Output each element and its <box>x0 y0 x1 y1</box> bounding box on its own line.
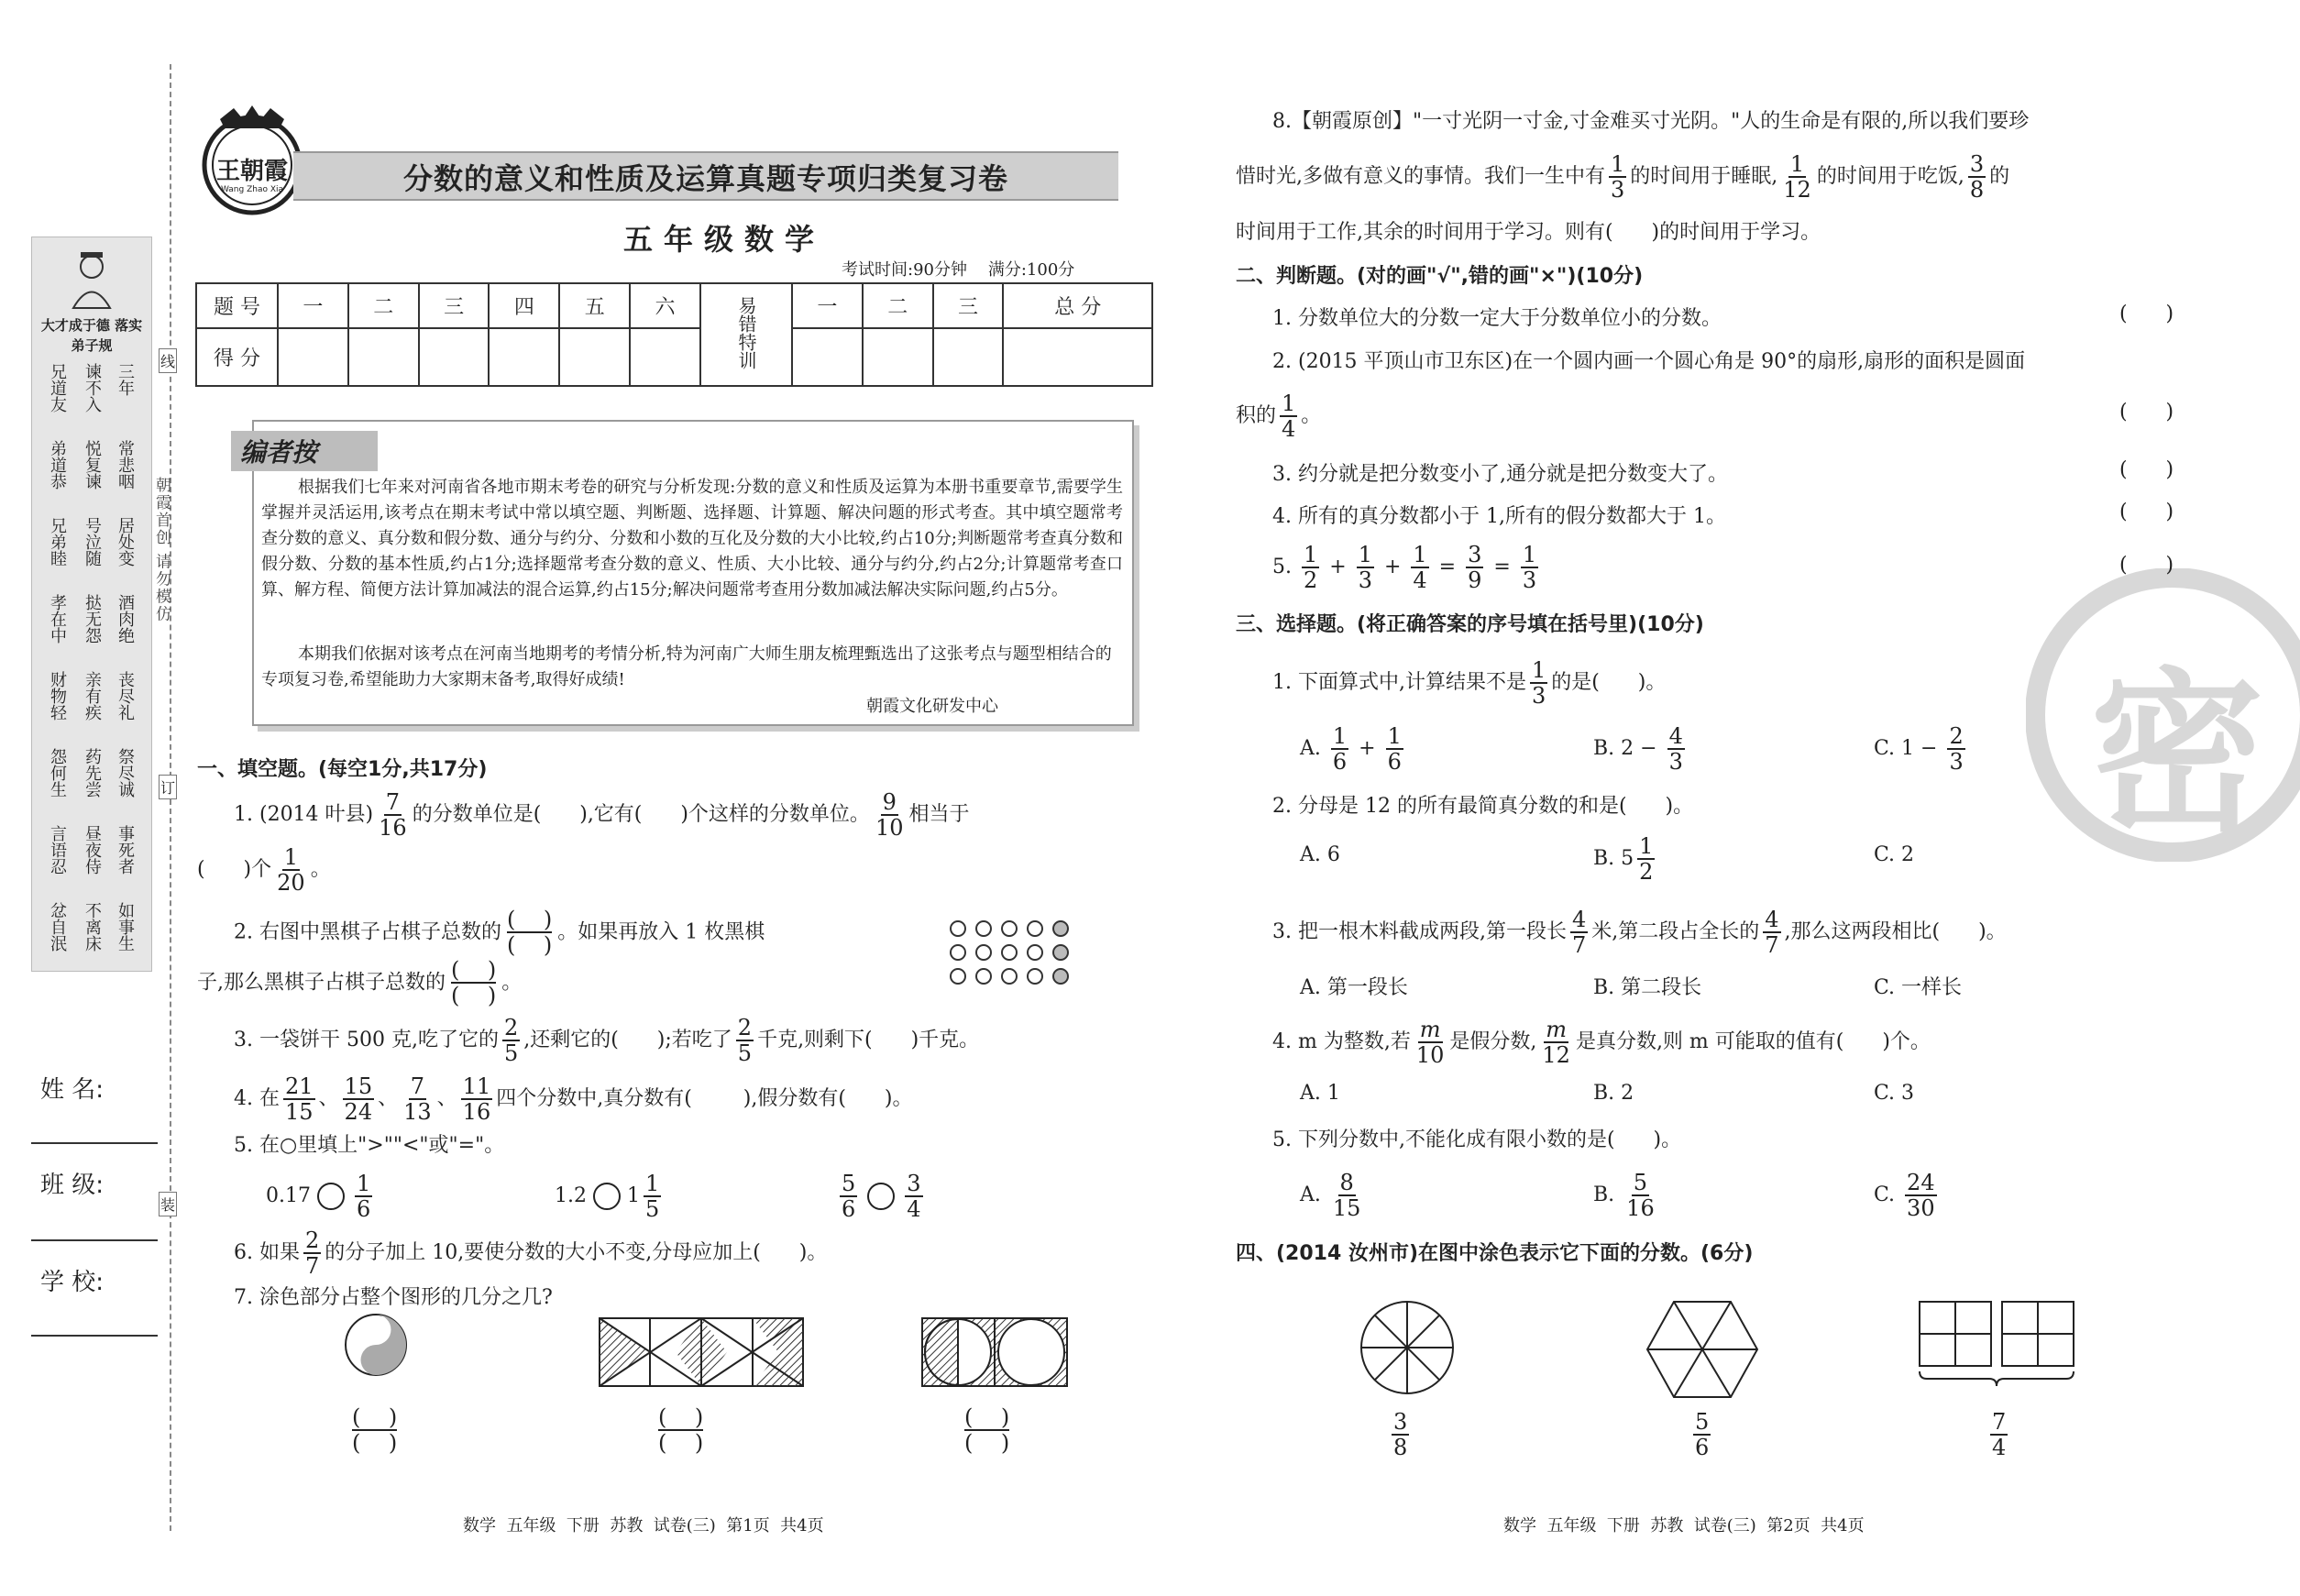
watermark-seal <box>2026 568 2300 862</box>
question-5: 5. 在○里填上">""<"或"="。 <box>234 1134 505 1157</box>
q1-part-e: 。 <box>310 858 331 881</box>
q7-answer-2[interactable]: ( ) ( ) <box>658 1404 704 1457</box>
score-table <box>195 282 1153 387</box>
choice-2-option-a[interactable]: A. 6 <box>1300 843 1340 866</box>
chess-pieces-figure <box>949 919 1095 989</box>
side-motto: 大才成于德 落实弟子规 <box>40 317 143 354</box>
q1-part-b: 的分数单位是( ),它有( )个这样的分数单位。 <box>412 803 870 826</box>
score-head-2: 二 <box>348 283 419 328</box>
q2-part-b: 。如果再放入 1 枚黑棋 <box>557 920 765 944</box>
question-7: 7. 涂色部分占整个图形的几分之几? <box>234 1286 553 1309</box>
circles-rectangle-figure <box>921 1317 1068 1391</box>
blank-fraction[interactable]: $\frac{( )}{( )}$ <box>506 907 553 959</box>
subject-title: 五年级数学 <box>623 222 826 257</box>
score-head-6: 六 <box>630 283 700 328</box>
frac-2-7: $\frac{2}{7}$ <box>304 1227 320 1279</box>
score-head-3: 三 <box>419 283 490 328</box>
frac-1-5: $\frac{1}{5}$ <box>645 1171 660 1222</box>
score-cell[interactable] <box>630 328 700 386</box>
score-head-4: 四 <box>489 283 559 328</box>
editor-note-p2: 本期我们依据对该考点在河南当地期考的考情分析,特为河南广大师生朋友梳理甄选出了这张考点与题型相结合的专项复习卷,希望能助力大家期末备考,取得好成绩! <box>261 644 1112 689</box>
side-classic-column: 亲有疾 <box>83 671 102 721</box>
q4-part-b: 四个分数中,真分数有( ),假分数有( )。 <box>496 1087 913 1110</box>
judge-3: 3. 约分就是把分数变小了,通分就是把分数变大了。 <box>1272 463 1728 486</box>
exam-meta: 考试时间:90分钟 满分:100分 <box>842 260 1075 280</box>
q3-part-a: 3. 一袋饼干 500 克,吃了它的 <box>234 1029 499 1051</box>
frac-7-13: $\frac{7}{13}$ <box>403 1073 432 1125</box>
sidebar-motto-panel <box>31 237 152 972</box>
frac-11-16: $\frac{11}{16}$ <box>462 1073 491 1125</box>
question-1 <box>234 790 970 840</box>
judge-4: 4. 所有的真分数都小于 1,所有的假分数都大于 1。 <box>1272 505 1726 528</box>
question-8-line3: 时间用于工作,其余的时间用于学习。则有( )的时间用于学习。 <box>1236 221 1821 244</box>
yin-yang-figure <box>344 1313 408 1381</box>
hexagon-sixths-figure[interactable] <box>1645 1300 1759 1403</box>
score-cell[interactable] <box>792 328 863 386</box>
side-classic-column: 财物轻 <box>48 671 67 721</box>
choice-3-option-a[interactable]: A. 第一段长 <box>1300 976 1408 999</box>
q2-part-d: 。 <box>501 971 523 995</box>
question-2-cont <box>197 958 522 1008</box>
left-footer: 数学 五年级 下册 苏教 试卷(三) 第1页 共4页 <box>463 1516 824 1535</box>
choice-4: 4. m 为整数,若 $\frac{m}{10}$ 是假分数, $\frac{m}{12}$ 是真分数,则 m 可能取的值有( )个。 <box>1272 1017 1931 1068</box>
side-vertical-note: 朝霞首创 请勿模仿 <box>152 477 171 623</box>
side-classic-column: 言语忍 <box>48 825 67 875</box>
score-cell[interactable] <box>863 328 933 386</box>
judge-2: 2. (2015 平顶山市卫东区)在一个圆内画一个圆心角是 90°的扇形,扇形的面积是圆面 <box>1272 350 2026 373</box>
judge-3-answer[interactable]: ( ) <box>2119 458 2174 481</box>
score-cell[interactable] <box>419 328 490 386</box>
question-1-cont <box>197 845 331 895</box>
side-classic-column: 号泣随 <box>83 517 102 567</box>
choice-4-option-a[interactable]: A. 1 <box>1300 1082 1340 1105</box>
side-classic-column: 昼夜侍 <box>83 825 102 875</box>
q2-part-c: 子,那么黑棋子占棋子总数的 <box>197 971 446 995</box>
q7-answer-1[interactable]: ( ) ( ) <box>352 1404 398 1457</box>
class-input-line[interactable] <box>31 1239 158 1241</box>
question-6: 6. 如果 $\frac{2}{7}$ 的分子加上 10,要使分数的大小不变,分母应加上( )。 <box>234 1227 828 1279</box>
frac-5-6: $\frac{5}{6}$ <box>1695 1409 1710 1460</box>
frac-m-10: $\frac{m}{10}$ <box>1415 1017 1445 1068</box>
side-classic-column: 三年 <box>116 363 135 396</box>
score-cell[interactable] <box>348 328 419 386</box>
frac-1-2: $\frac{1}{2}$ <box>1304 542 1318 593</box>
frac-3-8: $\frac{3}{8}$ <box>1969 151 1985 203</box>
compare-circle[interactable] <box>593 1183 621 1210</box>
score-head-5: 五 <box>559 283 630 328</box>
frac-9-10: $\frac{9}{10}$ <box>875 789 904 841</box>
judge-5-answer[interactable]: ( ) <box>2119 554 2174 577</box>
side-classic-column: 酒肉绝 <box>116 594 135 644</box>
name-label: 姓 名: <box>40 1076 105 1104</box>
judge-4-answer[interactable]: ( ) <box>2119 501 2174 523</box>
frac-1-3: $\frac{1}{3}$ <box>1358 542 1372 593</box>
circle-eighths-figure[interactable] <box>1359 1300 1455 1399</box>
frac-4-3: $\frac{4}{3}$ <box>1668 723 1683 775</box>
side-classic-text <box>39 361 148 957</box>
choice-2-option-b[interactable]: B. 5 $\frac{1}{2}$ <box>1593 833 1654 885</box>
q5-item-3 <box>836 1172 927 1221</box>
scholar-icon <box>64 248 119 313</box>
question-2 <box>234 908 765 958</box>
editor-note-sign: 朝霞文化研发中心 <box>866 697 998 716</box>
choice-5-option-a[interactable]: A. $\frac{8}{15}$ <box>1300 1170 1361 1221</box>
side-classic-column: 如事生 <box>116 902 135 952</box>
frac-7-16: $\frac{7}{16}$ <box>379 789 407 841</box>
compare-circle[interactable] <box>867 1183 895 1210</box>
score-cell[interactable] <box>1003 328 1152 386</box>
school-label: 学 校: <box>40 1269 105 1296</box>
section-1-title: 一、填空题。(每空1分,共17分) <box>197 758 488 781</box>
score-cell[interactable] <box>559 328 630 386</box>
score-head-7-text: 易错特训 <box>734 295 757 369</box>
frac-3-9: $\frac{3}{9}$ <box>1468 542 1482 593</box>
seal-char-3: 装 <box>159 1192 177 1216</box>
side-classic-column: 兄道友 <box>48 363 67 413</box>
judge-1: 1. 分数单位大的分数一定大于分数单位小的分数。 <box>1272 307 1722 330</box>
section-4-title: 四、(2014 汝州市)在图中涂色表示它下面的分数。(6分) <box>1236 1242 1754 1265</box>
score-head-8: 一 <box>792 283 863 328</box>
frac-1-4: $\frac{1}{4}$ <box>1413 542 1427 593</box>
side-classic-column: 忿自泯 <box>48 902 67 952</box>
triangles-rectangle-figure <box>599 1317 804 1391</box>
frac-24-30: $\frac{24}{30}$ <box>1907 1170 1935 1221</box>
score-head-9: 二 <box>863 283 933 328</box>
frac-1-6: $\frac{1}{6}$ <box>1387 723 1402 775</box>
frac-1-6: $\frac{1}{6}$ <box>1332 723 1348 775</box>
choice-5-option-c[interactable]: C. $\frac{24}{30}$ <box>1874 1170 1935 1221</box>
section-3-title: 三、选择题。(将正确答案的序号填在括号里)(10分) <box>1236 613 1704 636</box>
choice-4-option-b[interactable]: B. 2 <box>1593 1082 1634 1105</box>
score-cell[interactable] <box>933 328 1004 386</box>
q5-item-1: 0.17 $\frac{1}{6}$ <box>266 1171 371 1222</box>
q4-part-a: 4. 在 <box>234 1087 280 1110</box>
logo-text: 王朝霞 <box>215 158 288 185</box>
side-classic-column: 药先尝 <box>83 748 102 798</box>
frac-7-4: $\frac{7}{4}$ <box>1992 1409 2007 1460</box>
choice-3-option-c[interactable]: C. 一样长 <box>1874 976 1963 999</box>
side-classic-column: 孝在中 <box>48 594 67 644</box>
question-3 <box>234 1016 979 1065</box>
frac-2-3: $\frac{2}{3}$ <box>1949 723 1964 775</box>
score-head-11: 总 分 <box>1003 283 1152 328</box>
score-row-label: 得 分 <box>196 328 278 386</box>
logo-subtext: Wang Zhao Xia <box>220 185 284 194</box>
choice-2: 2. 分母是 12 的所有最简真分数的和是( )。 <box>1272 795 1694 818</box>
side-classic-column: 弟道恭 <box>48 440 67 490</box>
side-classic-column: 挞无怨 <box>83 594 102 644</box>
side-classic-column: 怨何生 <box>48 748 67 798</box>
frac-3-8: $\frac{3}{8}$ <box>1393 1409 1408 1460</box>
two-squares-quarters-figure[interactable] <box>1916 1300 2081 1395</box>
frac-3-4: $\frac{3}{4}$ <box>907 1171 921 1222</box>
seal-char-2: 订 <box>159 775 177 799</box>
choice-3-option-b[interactable]: B. 第二段长 <box>1593 976 1702 999</box>
watermark-text: 密 <box>2090 653 2265 855</box>
choice-2-option-c[interactable]: C. 2 <box>1874 843 1915 866</box>
name-input-line[interactable] <box>31 1142 158 1144</box>
side-classic-column: 祭尽诚 <box>116 748 135 798</box>
frac-4-7: $\frac{4}{7}$ <box>1765 907 1779 958</box>
q1-part-c: 相当于 <box>908 803 970 826</box>
choice-1-option-a[interactable]: A. $\frac{1}{6}$ + $\frac{1}{6}$ <box>1300 723 1402 775</box>
frac-1-12: $\frac{1}{12}$ <box>1783 151 1811 203</box>
q2-part-a: 2. 右图中黑棋子占棋子总数的 <box>234 920 501 944</box>
side-classic-column: 兄弟睦 <box>48 517 67 567</box>
frac-1-3: $\frac{1}{3}$ <box>1522 542 1537 593</box>
frac-m-12: $\frac{m}{12}$ <box>1542 1017 1570 1068</box>
frac-2-5: $\frac{2}{5}$ <box>737 1015 753 1066</box>
frac-1-3: $\frac{1}{3}$ <box>1531 657 1546 709</box>
side-classic-column: 事死者 <box>116 825 135 875</box>
score-head-0: 题 号 <box>196 283 278 328</box>
frac-1-3: $\frac{1}{3}$ <box>1611 151 1625 203</box>
score-cell[interactable] <box>489 328 559 386</box>
side-classic-column: 不离床 <box>83 902 102 952</box>
side-classic-column: 谏不入 <box>83 363 102 413</box>
score-cell[interactable] <box>278 328 348 386</box>
frac-5-16: $\frac{5}{16}$ <box>1626 1170 1655 1221</box>
score-head-7 <box>700 283 792 386</box>
q3-part-c: 千克,则剩下( )千克。 <box>757 1029 980 1051</box>
choice-3: 3. 把一根木料截成两段,第一段长 $\frac{4}{7}$ 米,第二段占全长的 $\frac{4}{7}$ ,那么这两段相比( )。 <box>1272 907 2007 958</box>
banner-title: 分数的意义和性质及运算真题专项归类复习卷 <box>403 161 1009 196</box>
side-classic-column: 居处变 <box>116 517 135 567</box>
frac-8-15: $\frac{8}{15}$ <box>1332 1170 1361 1221</box>
frac-1-20: $\frac{1}{20}$ <box>277 844 305 896</box>
q3-part-b: ,还剩它的( );若吃了 <box>523 1029 732 1051</box>
editor-note-heading: 编者按 <box>231 431 378 471</box>
editor-note-p1: 根据我们七年来对河南省各地市期末考卷的研究与分析发现:分数的意义和性质及运算为本册书重要章节,需要学生掌握并灵活运用,该考点在期末考试中常以填空题、判断题、选择题、计算题、解决问题的形式考查。其中填空题常考查分数的意义、真分数和假分数、通分与约分、分数和小数的互化及分数的大小比较,约占10分;判断题常考查真分数和假分数、分数的基本性质,约占1分;选择题常考查分数的意义、性质、大小比较、通分与约分,约占2分;计算题常考查口算、解方程、简便方法计算加减法的混合运算,约占15分;解决问题常考查用分数加减法解决实际问题,约占5分。 <box>261 478 1123 600</box>
class-label: 班 级: <box>40 1172 105 1199</box>
section-2-title: 二、判断题。(对的画"√",错的画"×")(10分) <box>1236 265 1644 288</box>
school-input-line[interactable] <box>31 1335 158 1337</box>
frac-4-7: $\frac{4}{7}$ <box>1571 907 1587 958</box>
judge-2-answer[interactable]: ( ) <box>2119 401 2174 424</box>
frac-1-2: $\frac{1}{2}$ <box>1639 833 1654 885</box>
choice-5-option-b[interactable]: B. $\frac{5}{16}$ <box>1593 1170 1655 1221</box>
frac-1-6: $\frac{1}{6}$ <box>356 1171 371 1222</box>
frac-21-15: $\frac{21}{15}$ <box>284 1073 314 1125</box>
judge-5: 5. $\frac{1}{2}$ + $\frac{1}{3}$ + $\frac{1}{4}$ = $\frac{3}{9}$ = $\frac{1}{3}$ <box>1272 542 1537 593</box>
question-8-line2: 惜时光,多做有意义的事情。我们一生中有 $\frac{1}{3}$ 的时间用于睡眠, $\frac{1}{12}$ 的时间用于吃饭, $\frac{3}{8}$ 的 <box>1236 151 2010 203</box>
blank-fraction[interactable]: $\frac{( )}{( )}$ <box>451 957 497 1009</box>
side-classic-column: 丧尽礼 <box>116 671 135 721</box>
frac-15-24: $\frac{15}{24}$ <box>344 1073 373 1125</box>
question-8: 8.【朝霞原创】"一寸光阴一寸金,寸金难买寸光阴。"人的生命是有限的,所以我们要珍 <box>1272 110 2030 133</box>
q1-part-d: ( )个 <box>197 858 272 881</box>
side-classic-column: 悦复谏 <box>83 440 102 490</box>
choice-1-option-b[interactable]: B. 2 − $\frac{4}{3}$ <box>1593 723 1683 775</box>
choice-5: 5. 下列分数中,不能化成有限小数的是( )。 <box>1272 1128 1682 1151</box>
judge-1-answer[interactable]: ( ) <box>2119 303 2174 325</box>
seal-char-1: 线 <box>159 348 177 373</box>
side-classic-column: 常悲咽 <box>116 440 135 490</box>
frac-2-5: $\frac{2}{5}$ <box>503 1015 519 1066</box>
choice-1-option-c[interactable]: C. 1 − $\frac{2}{3}$ <box>1874 723 1964 775</box>
choice-1: 1. 下面算式中,计算结果不是 $\frac{1}{3}$ 的是( )。 <box>1272 657 1667 709</box>
question-4: 4. 在 $\frac{21}{15}$ 、 $\frac{15}{24}$ 、 $\frac{7}{13}$ 、 $\frac{11}{16}$ 四个分数中,真分数有( ),假分数有( )。 <box>234 1073 913 1125</box>
q7-answer-3[interactable]: ( ) ( ) <box>964 1404 1010 1457</box>
judge-2-cont: 积的 $\frac{1}{4}$ 。 <box>1236 391 1322 442</box>
compare-circle[interactable] <box>317 1183 345 1210</box>
frac-5-6: $\frac{5}{6}$ <box>842 1171 856 1222</box>
score-head-1: 一 <box>278 283 348 328</box>
q1-part-a: 1. (2014 叶县) <box>234 803 374 826</box>
choice-4-option-c[interactable]: C. 3 <box>1874 1082 1915 1105</box>
score-head-10: 三 <box>933 283 1004 328</box>
q5-item-2: 1.2 1 $\frac{1}{5}$ <box>555 1171 660 1222</box>
frac-1-4: $\frac{1}{4}$ <box>1282 391 1296 442</box>
right-footer: 数学 五年级 下册 苏教 试卷(三) 第2页 共4页 <box>1503 1516 1865 1535</box>
